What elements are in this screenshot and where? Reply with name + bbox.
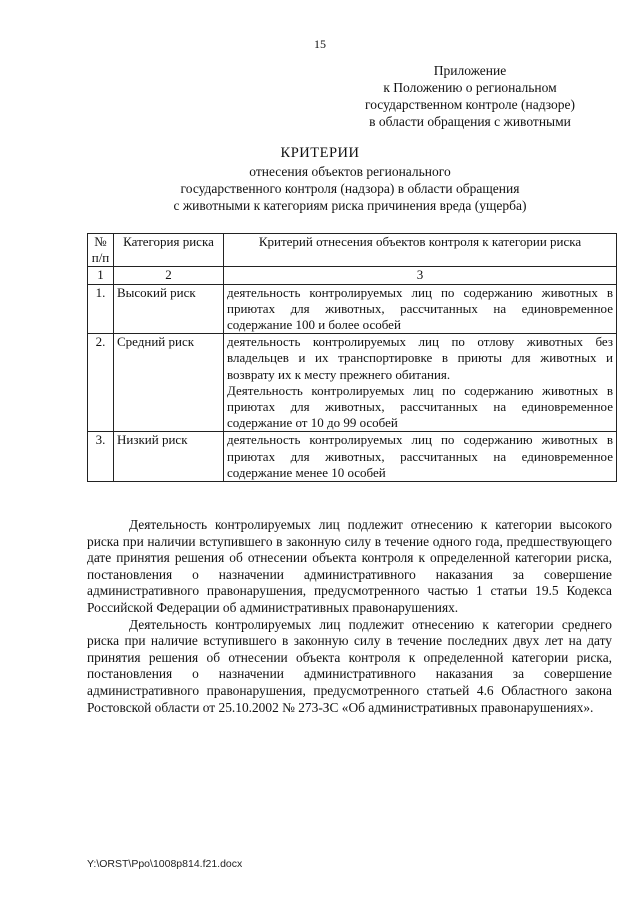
- row-criterion: [224, 334, 617, 432]
- row-criterion: [224, 432, 617, 482]
- column-number: 2: [114, 267, 224, 284]
- criterion-text: деятельность контролируемых лиц по содержанию животных в приютах для животных, рассчитанных на единовременное содержание 100 и более особей: [227, 284, 613, 333]
- table-row: [88, 284, 617, 334]
- footer-file-path: Y:\ORST\Ppo\1008p814.f21.docx: [87, 858, 243, 870]
- body-paragraph: Деятельность контролируемых лиц подлежит отнесению к категории среднего риска при наличие вступившего в законную силу в течение последних двух лет на дату принятия решения об отнесении объекта контроля к определенной категории риска, постановления о назначении административного наказания за совершение административного правонарушения, предусмотренного статьей 4.6 Областного закона Ростовской области от 25.10.2002 № 273-ЗС «Об административных правонарушениях».: [87, 616, 612, 715]
- row-category: Средний риск: [114, 334, 224, 432]
- row-category: Высокий риск: [114, 284, 224, 334]
- subtitle-line: отнесения объектов регионального: [249, 164, 451, 179]
- row-criterion: [224, 284, 617, 334]
- criterion-text: деятельность контролируемых лиц по отлову животных без владельцев и их транспортировке в приюты для животных и возврату их к месту прежнего обитания.: [227, 334, 613, 382]
- body-paragraph: Деятельность контролируемых лиц подлежит отнесению к категории высокого риска при наличии вступившего в законную силу в течение одного года, предшествующего дате принятия решения об отнесении объекта контроля к определенной категории риска, постановления о назначении административного наказания за совершение административного правонарушения, предусмотренного частью 1 статьи 19.5 Кодекса Российской Федерации об административных правонарушениях.: [87, 517, 612, 615]
- criteria-subtitle: [100, 163, 600, 214]
- column-number: 1: [88, 267, 114, 284]
- row-num: 1.: [88, 284, 114, 334]
- column-number: 3: [224, 267, 617, 284]
- header-num: № п/п: [88, 234, 114, 267]
- page-number: 15: [314, 37, 326, 51]
- row-category: Низкий риск: [114, 432, 224, 482]
- row-num: 2.: [88, 334, 114, 432]
- appendix-header: [330, 62, 610, 130]
- body-text: [87, 517, 612, 716]
- column-numbers-row: [88, 267, 617, 284]
- criteria-title: КРИТЕРИИ: [280, 145, 360, 161]
- appendix-line: к Положению о региональном: [383, 80, 557, 95]
- subtitle-line: с животными к категориям риска причинения вреда (ущерба): [173, 198, 527, 213]
- appendix-line: государственном контроле (надзоре): [365, 97, 575, 112]
- row-num: 3.: [88, 432, 114, 482]
- header-category: Категория риска: [114, 234, 224, 267]
- appendix-line: Приложение: [433, 63, 507, 78]
- subtitle-line: государственного контроля (надзора) в области обращения: [180, 181, 520, 196]
- criterion-text: Деятельность контролируемых лиц по содержанию животных в приютах для животных, рассчитанных на единовременное содержание от 10 до 99 особей: [227, 382, 613, 431]
- table-header-row: [88, 234, 617, 267]
- risk-criteria-table: [87, 233, 617, 482]
- appendix-line: в области обращения с животными: [369, 114, 571, 129]
- criterion-text: деятельность контролируемых лиц по содержанию животных в приютах для животных, рассчитанных на единовременное содержание менее 10 особей: [227, 432, 613, 480]
- table-row: [88, 432, 617, 482]
- table-row: [88, 334, 617, 432]
- header-criterion: Критерий отнесения объектов контроля к категории риска: [224, 234, 617, 267]
